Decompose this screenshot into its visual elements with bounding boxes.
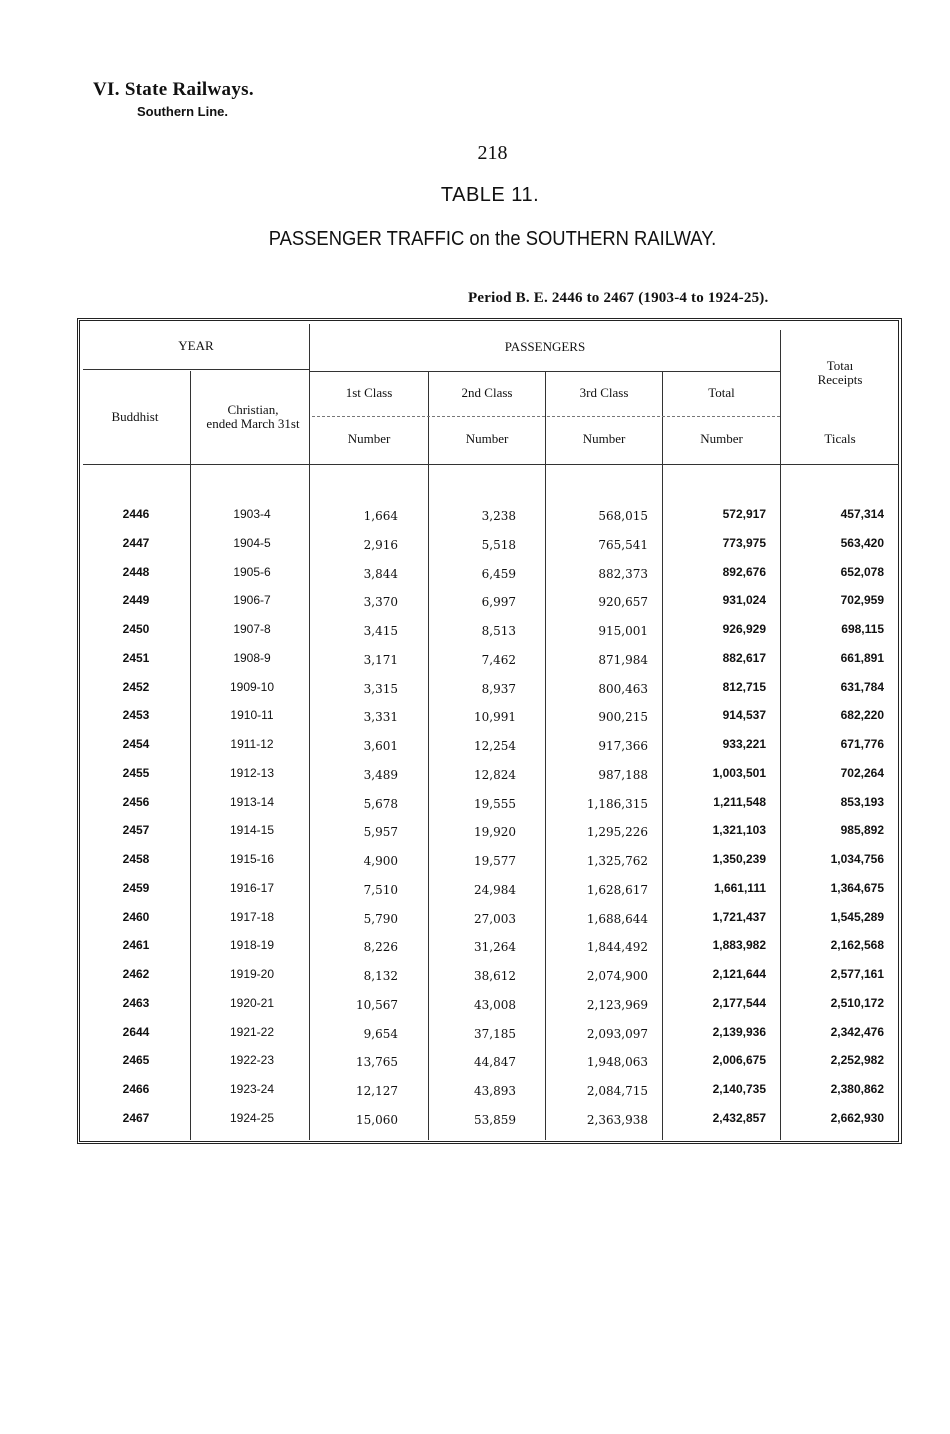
buddhist-year-cell: 2463	[122, 995, 150, 1010]
third-class-cell: 2,123,969	[586, 997, 648, 1012]
buddhist-year-cell: 2457	[122, 823, 150, 838]
first-class-cell: 3,415	[363, 624, 398, 638]
christian-year-cell: 1903-4	[233, 507, 271, 521]
second-class-cell: 53,859	[474, 1112, 516, 1127]
total-number-cell: 2,006,675	[712, 1053, 766, 1068]
total-number-cell: 926,929	[722, 622, 766, 636]
second-class-cell: 37,185	[474, 1026, 516, 1041]
first-class-cell: 3,315	[363, 681, 398, 696]
first-class-cell: 5,678	[363, 796, 398, 811]
third-class-cell: 882,373	[598, 566, 648, 581]
section-heading: VI. State Railways.	[93, 79, 254, 100]
buddhist-year-cell: 2454	[122, 737, 150, 751]
unit-total: Number	[700, 431, 743, 446]
total-number-cell: 572,917	[722, 507, 766, 521]
total-receipts-cell: 2,162,568	[830, 938, 884, 953]
total-number-cell: 914,537	[722, 708, 766, 723]
buddhist-year-cell: 2466	[122, 1082, 150, 1096]
buddhist-year-cell: 2452	[122, 679, 150, 694]
header-receipts-line1: Totaı	[826, 358, 854, 373]
third-class-cell: 1,688,644	[586, 911, 648, 926]
third-class-cell: 1,186,315	[586, 796, 648, 811]
third-class-cell: 987,188	[598, 767, 648, 782]
total-receipts-cell: 671,776	[840, 737, 884, 751]
christian-year-cell: 1911-12	[230, 737, 274, 751]
second-class-cell: 38,612	[474, 969, 516, 983]
total-receipts-cell: 1,364,675	[830, 880, 884, 895]
second-class-cell: 6,459	[481, 566, 516, 581]
divider-class2-class3	[545, 371, 546, 1140]
third-class-cell: 568,015	[598, 509, 648, 523]
rule-under-year	[83, 369, 309, 370]
christian-year-cell: 1920-21	[229, 995, 275, 1010]
buddhist-year-cell: 2460	[122, 909, 150, 924]
header-buddhist: Buddhist	[111, 409, 159, 424]
second-class-cell: 43,893	[474, 1084, 516, 1098]
second-class-cell: 8,937	[481, 681, 516, 696]
first-class-cell: 3,370	[363, 595, 398, 610]
buddhist-year-cell: 2448	[122, 564, 150, 579]
third-class-cell: 2,084,715	[586, 1084, 648, 1098]
table-label: TABLE 11.	[440, 184, 540, 206]
header-christian-line2: ended March 31st	[206, 416, 300, 431]
total-receipts-cell: 702,959	[840, 593, 884, 608]
third-class-cell: 1,325,762	[586, 854, 648, 868]
first-class-cell: 5,957	[363, 825, 398, 840]
buddhist-year-cell: 2467	[122, 1110, 150, 1125]
divider-class3-total	[662, 371, 663, 1140]
third-class-cell: 2,093,097	[586, 1026, 648, 1041]
total-receipts-cell: 2,662,930	[830, 1110, 884, 1125]
buddhist-year-cell: 2462	[122, 967, 150, 981]
first-class-cell: 3,489	[363, 767, 398, 782]
divider-year-passengers	[309, 324, 310, 1140]
second-class-cell: 19,577	[474, 854, 516, 868]
third-class-cell: 1,295,226	[586, 825, 648, 840]
period-caption: Period B. E. 2446 to 2467 (1903-4 to 1924-25).	[468, 290, 769, 306]
third-class-cell: 765,541	[598, 537, 648, 552]
first-class-cell: 9,654	[363, 1026, 398, 1041]
second-class-cell: 44,847	[474, 1055, 516, 1070]
third-class-cell: 871,984	[598, 652, 648, 667]
total-number-cell: 1,661,111	[713, 880, 766, 895]
total-receipts-cell: 661,891	[840, 650, 884, 665]
third-class-cell: 1,628,617	[586, 882, 648, 897]
buddhist-year-cell: 2451	[122, 650, 150, 665]
christian-year-cell: 1907-8	[233, 622, 271, 636]
third-class-cell: 917,366	[598, 739, 648, 753]
second-class-cell: 27,003	[474, 911, 516, 926]
second-class-cell: 5,518	[481, 537, 516, 552]
buddhist-year-cell: 2455	[122, 765, 150, 780]
second-class-cell: 12,254	[474, 739, 516, 753]
christian-year-cell: 1914-15	[229, 823, 275, 838]
total-receipts-cell: 1,545,289	[830, 909, 884, 924]
total-number-cell: 2,139,936	[712, 1024, 766, 1039]
total-number-cell: 882,617	[722, 650, 766, 665]
header-receipts-line2: Receipts	[817, 372, 863, 387]
total-number-cell: 1,211,548	[713, 794, 766, 809]
first-class-cell: 5,790	[363, 911, 398, 926]
christian-year-cell: 1904-5	[233, 535, 271, 550]
second-class-cell: 19,555	[474, 796, 516, 811]
total-number-cell: 2,140,735	[712, 1082, 766, 1096]
total-receipts-cell: 1,034,756	[830, 852, 884, 866]
total-number-cell: 892,676	[722, 564, 766, 579]
unit-receipts: Ticals	[824, 431, 856, 446]
first-class-cell: 8,226	[363, 940, 398, 955]
table-title: PASSENGER TRAFFIC on the SOUTHERN RAILWAY.	[268, 228, 717, 250]
total-number-cell: 1,003,501	[712, 765, 766, 780]
christian-year-cell: 1924-25	[229, 1110, 275, 1125]
total-number-cell: 1,321,103	[712, 823, 766, 838]
second-class-cell: 43,008	[474, 997, 516, 1012]
christian-year-cell: 1922-23	[229, 1053, 275, 1068]
third-class-cell: 915,001	[598, 624, 648, 638]
first-class-cell: 15,060	[356, 1112, 398, 1127]
buddhist-year-cell: 2459	[122, 880, 150, 895]
total-receipts-cell: 698,115	[841, 622, 884, 636]
buddhist-year-cell: 2458	[122, 852, 150, 866]
first-class-cell: 1,664	[363, 509, 398, 523]
header-class3: 3rd Class	[579, 385, 629, 400]
total-number-cell: 812,715	[722, 679, 766, 694]
buddhist-year-cell: 2456	[122, 794, 150, 809]
page-number: 218	[477, 142, 508, 164]
unit-class3: Number	[582, 431, 626, 446]
christian-year-cell: 1916-17	[229, 880, 275, 895]
total-number-cell: 931,024	[722, 593, 766, 608]
christian-year-cell: 1923-24	[229, 1082, 275, 1096]
header-class2: 2nd Class	[461, 385, 513, 400]
header-total-receipts	[781, 359, 899, 387]
third-class-cell: 800,463	[598, 681, 648, 696]
second-class-cell: 12,824	[474, 767, 516, 782]
first-class-cell: 10,567	[356, 997, 398, 1012]
total-receipts-cell: 631,784	[840, 679, 884, 694]
total-receipts-cell: 2,577,161	[830, 967, 884, 981]
first-class-cell: 13,765	[356, 1055, 398, 1070]
third-class-cell: 1,844,492	[586, 940, 648, 955]
header-total: Total	[708, 385, 735, 400]
first-class-cell: 3,331	[363, 710, 398, 725]
subsection-heading: Southern Line.	[137, 104, 228, 119]
total-receipts-cell: 682,220	[840, 708, 884, 723]
christian-year-cell: 1917-18	[229, 909, 275, 924]
total-receipts-cell: 702,264	[840, 765, 884, 780]
buddhist-year-cell: 2465	[122, 1053, 150, 1068]
second-class-cell: 19,920	[474, 825, 516, 840]
header-year: YEAR	[178, 338, 214, 353]
christian-year-cell: 1905-6	[233, 564, 271, 579]
divider-class1-class2	[428, 371, 429, 1140]
third-class-cell: 1,948,063	[586, 1055, 648, 1070]
first-class-cell: 3,844	[363, 566, 398, 581]
buddhist-year-cell: 2644	[122, 1024, 150, 1039]
total-number-cell: 773,975	[722, 535, 766, 550]
buddhist-year-cell: 2447	[122, 535, 150, 550]
unit-class1: Number	[347, 431, 391, 446]
third-class-cell: 2,363,938	[586, 1112, 648, 1127]
total-receipts-cell: 563,420	[840, 535, 884, 550]
total-receipts-cell: 2,252,982	[830, 1053, 884, 1068]
second-class-cell: 10,991	[474, 710, 516, 725]
total-number-cell: 1,883,982	[712, 938, 766, 953]
first-class-cell: 12,127	[356, 1084, 398, 1098]
header-class1: 1st Class	[345, 385, 393, 400]
christian-year-cell: 1918-19	[229, 938, 275, 953]
christian-year-cell: 1912-13	[229, 765, 275, 780]
total-receipts-cell: 2,380,862	[830, 1082, 884, 1096]
buddhist-year-cell: 2449	[122, 593, 150, 608]
second-class-cell: 24,984	[474, 882, 516, 897]
total-number-cell: 1,721,437	[712, 909, 766, 924]
buddhist-year-cell: 2453	[122, 708, 150, 723]
rule-above-units	[312, 416, 780, 417]
christian-year-cell: 1906-7	[233, 593, 271, 608]
christian-year-cell: 1910-11	[230, 708, 274, 723]
total-number-cell: 2,177,544	[712, 995, 766, 1010]
header-christian	[191, 403, 315, 431]
buddhist-year-cell: 2461	[122, 938, 150, 953]
second-class-cell: 6,997	[481, 595, 516, 610]
total-number-cell: 1,350,239	[712, 852, 766, 866]
buddhist-year-cell: 2450	[122, 622, 150, 636]
christian-year-cell: 1919-20	[229, 967, 275, 981]
divider-receipts	[780, 330, 781, 1140]
total-receipts-cell: 853,193	[840, 794, 884, 809]
total-receipts-cell: 985,892	[840, 823, 884, 838]
christian-year-cell: 1908-9	[233, 650, 271, 665]
second-class-cell: 31,264	[474, 940, 516, 955]
total-number-cell: 2,121,644	[712, 967, 766, 981]
christian-year-cell: 1909-10	[229, 679, 275, 694]
rule-under-passengers	[310, 371, 780, 372]
first-class-cell: 3,171	[363, 652, 398, 667]
third-class-cell: 900,215	[598, 710, 648, 725]
total-receipts-cell: 2,510,172	[830, 995, 884, 1010]
buddhist-year-cell: 2446	[122, 507, 150, 521]
second-class-cell: 8,513	[481, 624, 516, 638]
header-christian-line1: Christian,	[227, 402, 279, 417]
total-receipts-cell: 457,314	[840, 507, 884, 521]
total-receipts-cell: 652,078	[840, 564, 884, 579]
first-class-cell: 2,916	[363, 537, 398, 552]
christian-year-cell: 1915-16	[229, 852, 275, 866]
rule-under-header	[83, 464, 899, 465]
second-class-cell: 3,238	[481, 509, 516, 523]
third-class-cell: 2,074,900	[586, 969, 648, 983]
total-number-cell: 933,221	[722, 737, 766, 751]
total-receipts-cell: 2,342,476	[830, 1024, 884, 1039]
third-class-cell: 920,657	[598, 595, 648, 610]
christian-year-cell: 1913-14	[229, 794, 275, 809]
header-passengers: PASSENGERS	[504, 339, 586, 354]
first-class-cell: 3,601	[363, 739, 398, 753]
first-class-cell: 7,510	[363, 882, 398, 897]
christian-year-cell: 1921-22	[229, 1024, 275, 1039]
first-class-cell: 8,132	[363, 969, 398, 983]
first-class-cell: 4,900	[363, 854, 398, 868]
second-class-cell: 7,462	[481, 652, 516, 667]
total-number-cell: 2,432,857	[712, 1110, 766, 1125]
unit-class2: Number	[465, 431, 509, 446]
